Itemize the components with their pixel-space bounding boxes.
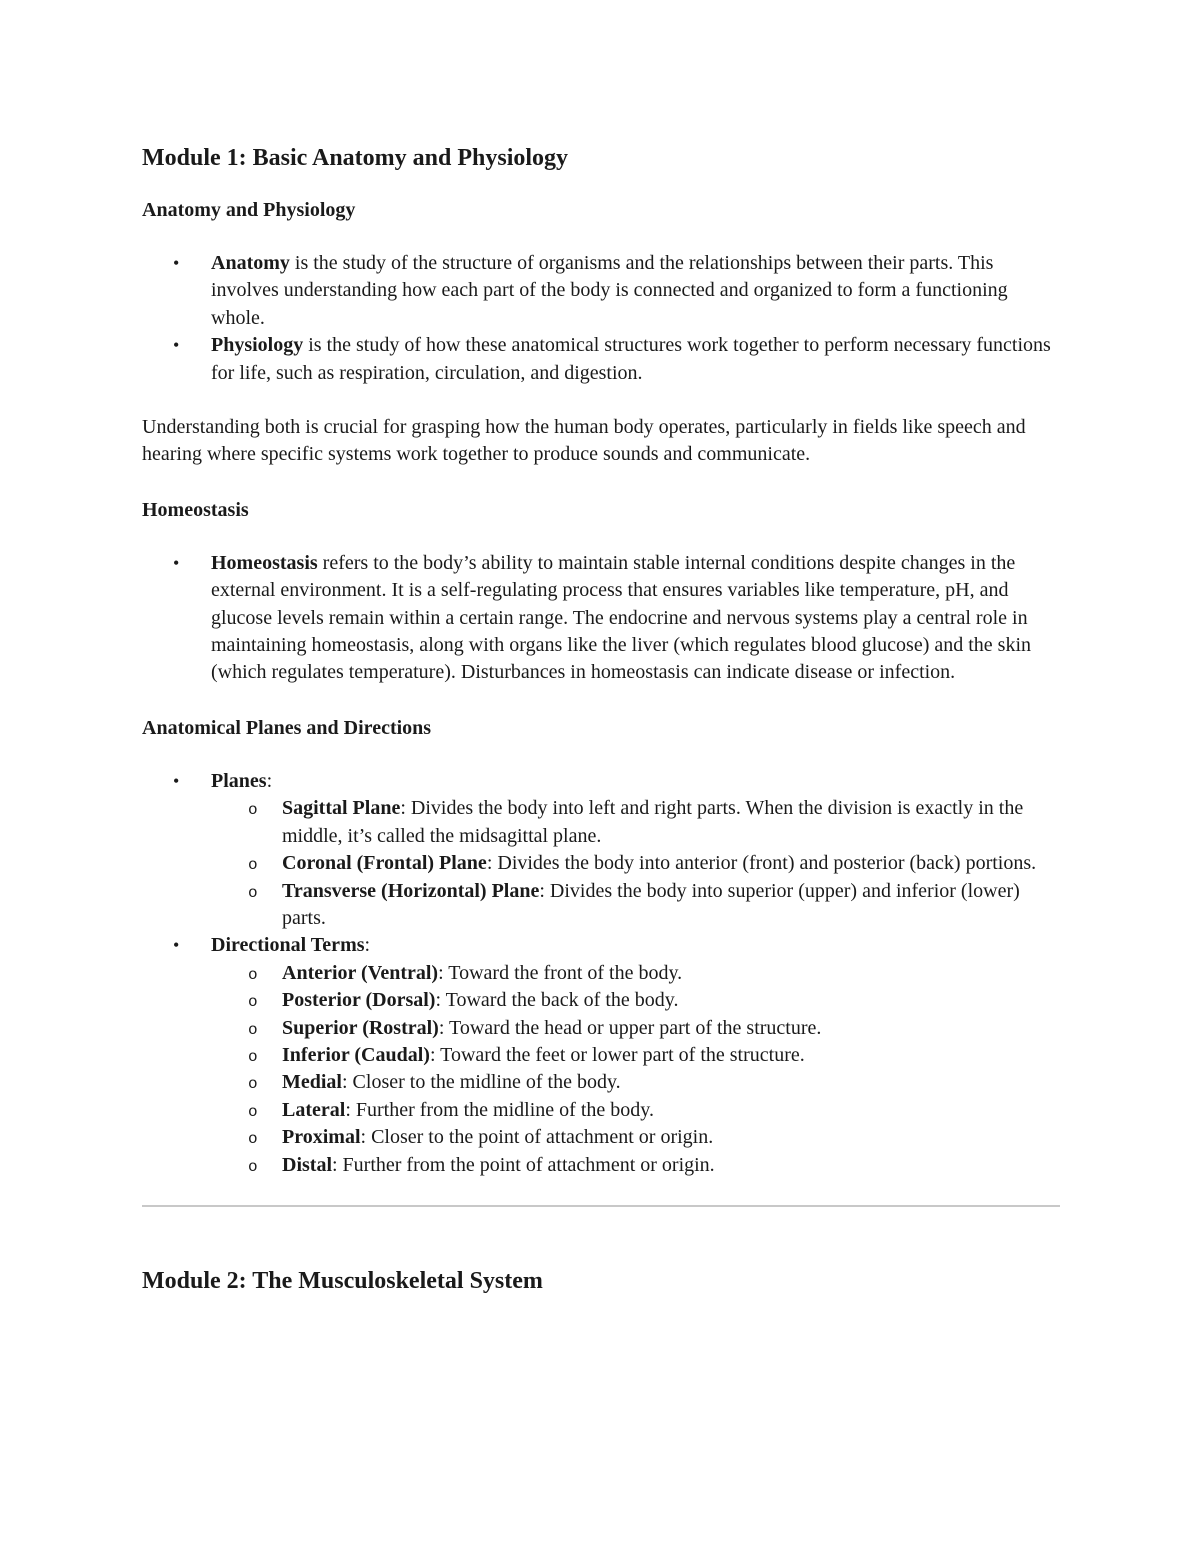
list-item-planes (142, 768, 1060, 932)
circle-bullet-icon: o (248, 1102, 258, 1121)
term-proximal: Proximal (282, 1126, 361, 1149)
planes-directions-list (142, 768, 1060, 1179)
circle-bullet-icon: o (248, 965, 258, 984)
circle-bullet-icon: o (248, 1020, 258, 1039)
definition-physiology: is the study of how these anatomical structures work together to perform necessary functions for life, such as respiration, circulation, and digestion. (211, 334, 1051, 384)
sublist-item-sagittal (142, 795, 1060, 850)
definition-medial: : Closer to the midline of the body. (342, 1071, 621, 1094)
definition-lateral: : Further from the midline of the body. (345, 1098, 654, 1121)
list-item-anatomy (142, 250, 1060, 332)
term-planes: Planes (211, 769, 267, 792)
circle-bullet-icon: o (248, 1157, 258, 1176)
bullet-icon: • (173, 253, 180, 273)
definition-anatomy: is the study of the structure of organisms and the relationships between their parts. This involves understanding how each part of the body is connected and organized to form a functioning whole. (211, 252, 1008, 329)
section-heading-planes-directions: Anatomical Planes and Directions (142, 716, 432, 739)
circle-bullet-icon: o (248, 801, 258, 820)
sublist-item-transverse (142, 878, 1060, 933)
sublist-item-anterior (142, 960, 1060, 987)
term-posterior: Posterior (Dorsal) (282, 989, 436, 1012)
definition-inferior: : Toward the feet or lower part of the structure. (429, 1043, 805, 1066)
planes-colon: : (266, 769, 273, 792)
planes-sublist (211, 795, 1060, 932)
list-item-physiology (142, 332, 1060, 387)
directional-colon: : (364, 934, 371, 957)
bullet-icon: • (173, 552, 180, 573)
definition-superior: : Toward the head or upper part of the structure. (438, 1016, 822, 1039)
module-1-title: Module 1: Basic Anatomy and Physiology (142, 145, 569, 171)
definition-sagittal: : Divides the body into left and right parts. When the division is exactly in the middle, it’s called the midsagittal plane. (282, 797, 1024, 847)
document-page (142, 140, 1060, 1299)
anatomy-physiology-list (142, 250, 1060, 387)
module-2-title: Module 2: The Musculoskeletal System (142, 1267, 543, 1294)
definition-homeostasis: refers to the body’s ability to maintain stable internal conditions despite changes in the external environment. It is a self-regulating process that ensures variables like temperature, pH, and glucose levels remain within a certain range. The endocrine and nervous systems play a central role in maintaining homeostasis, along with organs like the liver (which regulates blood glucose) and the skin (which regulates temperature). Disturbances in homeostasis can indicate disease or infection. (211, 551, 1032, 684)
circle-bullet-icon: o (248, 856, 258, 875)
term-homeostasis: Homeostasis (211, 551, 318, 574)
sublist-item-superior (142, 1015, 1060, 1042)
sublist-item-lateral (142, 1097, 1060, 1124)
sublist-item-posterior (142, 987, 1060, 1014)
sublist-item-inferior (142, 1042, 1060, 1069)
sublist-item-distal (142, 1152, 1060, 1179)
circle-bullet-icon: o (248, 993, 258, 1012)
term-distal: Distal (282, 1153, 332, 1176)
term-physiology: Physiology (211, 334, 304, 357)
definition-coronal: : Divides the body into anterior (front) and posterior (back) portions. (486, 852, 1037, 875)
definition-transverse: : Divides the body into superior (upper) and inferior (lower) parts. (282, 879, 1020, 929)
term-superior: Superior (Rostral) (282, 1016, 439, 1039)
term-sagittal: Sagittal Plane (282, 797, 401, 820)
paragraph-understanding: Understanding both is crucial for grasping how the human body operates, particularly in fields like speech and hearing where specific systems work together to produce sounds and communicate. (142, 416, 1026, 466)
term-medial: Medial (282, 1071, 342, 1094)
definition-distal: : Further from the point of attachment or origin. (332, 1153, 715, 1176)
term-transverse: Transverse (Horizontal) Plane (282, 879, 540, 902)
term-anterior: Anterior (Ventral) (282, 961, 439, 984)
definition-proximal: : Closer to the point of attachment or origin. (360, 1126, 714, 1149)
sublist-item-medial (142, 1069, 1060, 1096)
term-inferior: Inferior (Caudal) (282, 1043, 430, 1066)
homeostasis-list (142, 550, 1060, 687)
list-item-homeostasis (142, 550, 1060, 687)
bullet-icon: • (173, 770, 180, 791)
circle-bullet-icon: o (248, 1130, 258, 1149)
term-coronal: Coronal (Frontal) Plane (282, 852, 487, 875)
definition-posterior: : Toward the back of the body. (435, 989, 679, 1012)
circle-bullet-icon: o (248, 883, 258, 902)
definition-anterior: : Toward the front of the body. (438, 961, 683, 984)
bullet-icon: • (173, 335, 180, 356)
term-lateral: Lateral (282, 1098, 346, 1121)
sublist-item-coronal (142, 850, 1060, 877)
bullet-icon: • (173, 935, 180, 956)
directions-sublist (211, 960, 1060, 1179)
circle-bullet-icon: o (248, 1047, 258, 1066)
term-directional: Directional Terms (211, 934, 365, 957)
section-heading-anatomy-physiology: Anatomy and Physiology (142, 199, 356, 221)
circle-bullet-icon: o (248, 1075, 258, 1094)
sublist-item-proximal (142, 1124, 1060, 1151)
section-heading-homeostasis: Homeostasis (142, 498, 249, 521)
list-item-directional-terms (142, 932, 1060, 1179)
term-anatomy: Anatomy (211, 252, 290, 274)
